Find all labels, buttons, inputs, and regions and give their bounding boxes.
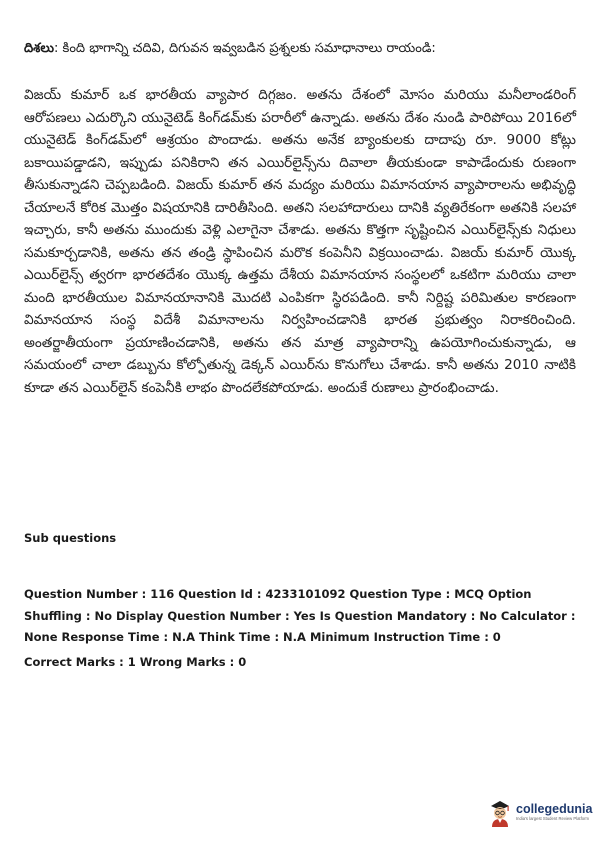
collegedunia-logo xyxy=(487,797,592,827)
passage: విజయ్ కుమార్ ఒక భారతీయ వ్యాపార దిగ్గజం. అతను దేశంలో మోసం మరియు మనీలాండరింగ్ ఆరోపణలు ఎదుర్కొని యునైటెడ్ కింగ్‌డమ్‌కు పరారీలో ఉన్నాడు. అతను దేశం నుండి పారిపోయి 2016లో యునైటెడ్ కింగ్‌డమ్‌లో ఆశ్రయం పొందాడు. అతను అనేక బ్యాంకులకు దాదాపు రూ. 9000 కోట్లు బకాయిపడ్డాడని, ఇప్పుడు పనికిరాని తన ఎయిర్‌లైన్స్‌ను దివాలా తీయకుండా కాపాడేందుకు రుణంగా తీసుకున్నాడని చెప్పబడింది. విజయ్ కుమార్ తన మద్యం మరియు విమానయాన వ్యాపారాలను అభివృద్ధి చేయాలనే కోరిక మొత్తం విషయానికి దారితీసింది. అతని సలహాదారులు దానికి వ్యతిరేకంగా అతనికి సలహా ఇచ్చారు, కానీ అతను ముందుకు వెళ్లి ఎలాగైనా చేశాడు. అతను కొత్తగా సృష్టించిన ఎయిర్‌లైన్స్‌కు నిధులు సమకూర్చడానికి, అతను తన తండ్రి స్థాపించిన మరొక కంపెనీని విక్రయించాడు. విజయ్ కుమార్ యొక్క ఎయిర్‌లైన్స్ త్వరగా భారతదేశం యొక్క ఉత్తమ దేశీయ విమానయాన సంస్థలలో ఒకటిగా మరియు చాలా మంది భారతీయుల విమానయానానికి మొదటి ఎంపికగా స్థిరపడింది. కానీ నిర్దిష్ట పరిమితుల కారణంగా విమానయాన సంస్థ విదేశీ విమానాలను నిర్వహించడానికి భారత ప్రభుత్వం నిరాకరించింది. అంతర్జాతీయంగా ప్రయాణించడానికి, అతను తన మాత్ర వ్యాపారాన్ని ఉపయోగించుకున్నాడు, ఆ సమయంలో చాలా డబ్బును కోల్పోతున్న డెక్కన్ ఎయిర్‌ను కొనుగోలు చేశాడు. కానీ అతను 2010 నాటికి కూడా తన ఎయిర్‌లైన్ కంపెనీకి లాభం పొందలేకపోయాడు. అందుకే రుణాలు ప్రారంభించాడు. xyxy=(24,87,576,396)
student-mascot-icon xyxy=(487,797,513,827)
logo-tagline: India's largest Student Review Platform xyxy=(516,815,589,821)
instruction-label: దిశలు xyxy=(24,41,55,56)
question-meta: Question Number : 116 Question Id : 4233101092 Question Type : MCQ Option Shuffling : No Display Question Number : Yes Is Question Mandatory : No Calculator : None Response Time : N.A Think Time : N.A Minimum Instruction Time : 0 xyxy=(24,587,576,644)
marks: Correct Marks : 1 Wrong Marks : 0 xyxy=(24,655,247,669)
instruction xyxy=(24,40,574,58)
sub-questions-title: Sub questions xyxy=(24,531,117,545)
instruction-text: : కింది భాగాన్ని చదివి, దిగువన ఇవ్వబడిన ప్రశ్నలకు సమాధానాలు రాయండి: xyxy=(54,41,436,56)
logo-name: collegedunia xyxy=(516,801,593,816)
